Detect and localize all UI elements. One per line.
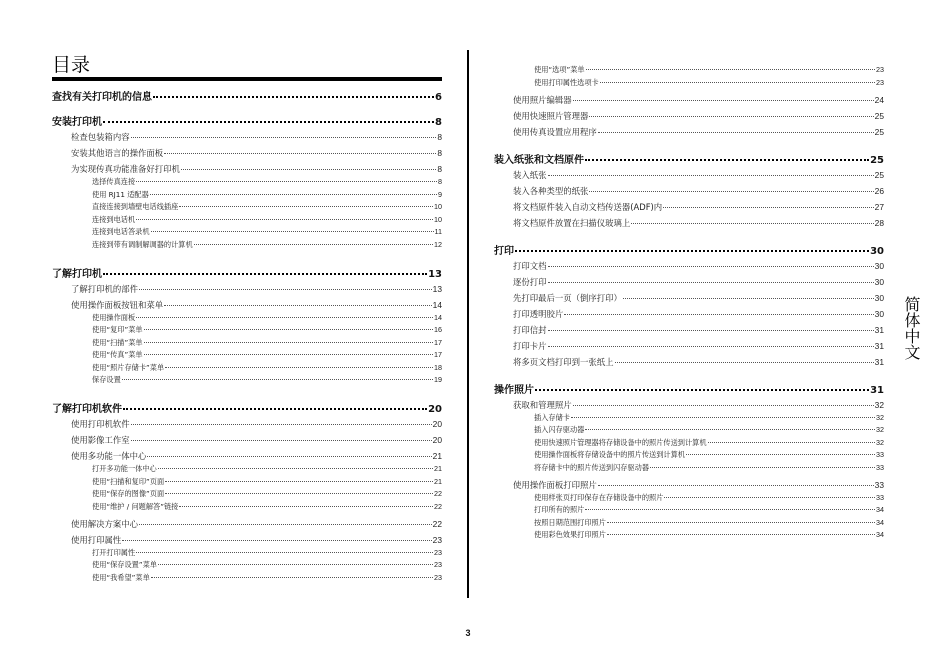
toc-entry-title: 插入闪存驱动器 bbox=[534, 425, 585, 434]
toc-entry-level3 bbox=[52, 477, 442, 487]
toc-entry-page: 25 bbox=[874, 126, 884, 137]
toc-entry-page: 23 bbox=[432, 534, 442, 545]
toc-entry-page: 31 bbox=[874, 356, 884, 367]
toc-leader-dots bbox=[548, 330, 874, 331]
toc-entry-title: 安装打印机 bbox=[52, 117, 102, 128]
toc-entry-page: 10 bbox=[434, 202, 442, 211]
toc-leader-dots bbox=[586, 69, 875, 70]
toc-entry-level3 bbox=[494, 530, 884, 540]
toc-entry-level2 bbox=[494, 340, 884, 352]
toc-entry-title: 打开打印属性 bbox=[92, 547, 136, 557]
toc-leader-dots bbox=[131, 424, 432, 425]
toc-entry-title: 使用“传真”菜单 bbox=[92, 350, 143, 359]
toc-entry-title: 使用“扫描和复印”页面 bbox=[92, 476, 165, 486]
toc-entry-level2 bbox=[494, 94, 884, 106]
toc-entry-level1 bbox=[52, 113, 442, 128]
toc-entry-page: 18 bbox=[434, 362, 442, 372]
toc-entry-page: 8 bbox=[437, 164, 442, 174]
toc-entry-page: 17 bbox=[434, 337, 442, 347]
toc-entry-title: 使用快速照片管理器将存储设备中的照片传送到计算机 bbox=[534, 437, 707, 447]
toc-entry-level3 bbox=[52, 363, 442, 373]
toc-entry-level2 bbox=[494, 126, 884, 138]
toc-entry-level2 bbox=[494, 217, 884, 229]
toc-entry-title: 使用操作面板打印照片 bbox=[513, 479, 597, 490]
toc-entry-page: 8 bbox=[437, 148, 442, 158]
toc-entry-level1 bbox=[494, 151, 884, 166]
toc-entry-title: 打印透明胶片 bbox=[513, 308, 564, 319]
toc-entry-page: 8 bbox=[438, 177, 442, 186]
toc-entry-level2 bbox=[494, 110, 884, 122]
toc-leader-dots bbox=[623, 298, 874, 299]
toc-entry-page: 14 bbox=[434, 312, 442, 322]
toc-entry-page: 22 bbox=[432, 518, 442, 529]
toc-entry-level3 bbox=[52, 560, 442, 570]
toc-leader-dots bbox=[664, 497, 875, 498]
toc-entry-level3 bbox=[494, 78, 884, 88]
toc-entry-page: 30 bbox=[874, 308, 884, 319]
toc-entry-level3 bbox=[52, 502, 442, 512]
toc-entry-title: 使用“选项”菜单 bbox=[534, 65, 585, 74]
toc-entry-title: 了解打印机 bbox=[52, 268, 102, 280]
toc-entry-page: 20 bbox=[432, 419, 442, 429]
toc-leader-dots bbox=[153, 96, 434, 98]
toc-entry-level3 bbox=[494, 493, 884, 503]
toc-entry-title: 将多页文档打印到一张纸上 bbox=[513, 356, 614, 367]
toc-entry-level3 bbox=[52, 313, 442, 323]
toc-entry-title: 使用“我希望”菜单 bbox=[92, 572, 150, 582]
toc-entry-level3 bbox=[494, 413, 884, 423]
toc-leader-dots bbox=[607, 522, 875, 523]
toc-leader-dots bbox=[136, 552, 433, 553]
toc-entry-level3 bbox=[52, 338, 442, 348]
toc-entry-page: 11 bbox=[434, 227, 442, 236]
toc-entry-page: 33 bbox=[874, 479, 884, 490]
toc-entry-page: 31 bbox=[870, 384, 884, 396]
toc-entry-page: 21 bbox=[434, 464, 442, 473]
toc-entry-level2 bbox=[494, 479, 884, 491]
toc-entry-page: 30 bbox=[874, 292, 884, 303]
toc-entry-title: 插入存储卡 bbox=[534, 412, 570, 422]
toc-entry-title: 使用操作面板按钮和菜单 bbox=[71, 299, 164, 310]
toc-entry-level2 bbox=[52, 147, 442, 159]
toc-entry-page: 13 bbox=[432, 283, 442, 294]
toc-leader-dots bbox=[158, 564, 433, 565]
toc-entry-page: 34 bbox=[876, 530, 884, 539]
toc-entry-title: 打印信封 bbox=[513, 324, 547, 335]
toc-leader-dots bbox=[151, 577, 433, 578]
toc-entry-page: 8 bbox=[437, 132, 442, 142]
toc-leader-dots bbox=[164, 153, 436, 154]
toc-leader-dots bbox=[122, 540, 431, 541]
toc-entry-page: 23 bbox=[434, 547, 442, 557]
toc-entry-page: 34 bbox=[876, 517, 884, 527]
toc-entry-title: 使用打印机软件 bbox=[71, 419, 130, 429]
toc-entry-level3 bbox=[52, 350, 442, 360]
toc-leader-dots bbox=[573, 100, 874, 101]
toc-leader-dots bbox=[150, 194, 437, 195]
toc-leader-dots bbox=[573, 405, 874, 406]
toc-entry-title: 先打印最后一页（倒序打印） bbox=[513, 292, 622, 303]
toc-entry-title: 为实现传真功能准备好打印机 bbox=[71, 164, 180, 174]
toc-entry-page: 28 bbox=[874, 217, 884, 228]
toc-entry-page: 8 bbox=[435, 117, 442, 128]
toc-entry-page: 21 bbox=[432, 451, 442, 461]
toc-leader-dots bbox=[585, 159, 869, 161]
toc-entry-level3 bbox=[494, 65, 884, 75]
toc-entry-title: 使用解决方案中心 bbox=[71, 518, 138, 529]
language-side-label: 简体中文 bbox=[902, 296, 921, 360]
toc-entry-level2 bbox=[494, 292, 884, 304]
toc-entry-level3 bbox=[52, 573, 442, 583]
toc-entry-page: 25 bbox=[870, 154, 884, 166]
toc-entry-level3 bbox=[52, 177, 442, 187]
toc-entry-title: 使用“照片存储卡”菜单 bbox=[92, 362, 165, 372]
toc-leader-dots bbox=[571, 417, 875, 418]
toc-entry-page: 14 bbox=[432, 299, 442, 310]
toc-entry-title: 将存储卡中的照片传送到闪存驱动器 bbox=[534, 462, 650, 472]
toc-entry-page: 31 bbox=[874, 340, 884, 351]
toc-leader-dots bbox=[607, 534, 875, 535]
toc-entry-level2 bbox=[52, 163, 442, 175]
toc-leader-dots bbox=[144, 342, 433, 343]
toc-entry-title: 操作照片 bbox=[494, 384, 534, 396]
toc-leader-dots bbox=[663, 207, 874, 208]
toc-leader-dots bbox=[535, 389, 869, 391]
toc-leader-dots bbox=[139, 289, 432, 290]
toc-leader-dots bbox=[181, 169, 436, 170]
toc-entry-title: 安装其他语言的操作面板 bbox=[71, 148, 164, 158]
toc-leader-dots bbox=[179, 506, 433, 507]
toc-entry-level2 bbox=[494, 324, 884, 336]
toc-entry-title: 按照日期范围打印照片 bbox=[534, 517, 606, 527]
toc-leader-dots bbox=[585, 429, 875, 430]
toc-entry-level2 bbox=[52, 534, 442, 546]
toc-entry-level2 bbox=[494, 260, 884, 272]
toc-leader-dots bbox=[589, 116, 873, 117]
toc-leader-dots bbox=[144, 354, 433, 355]
toc-entry-level2 bbox=[52, 299, 442, 311]
toc-entry-title: 使用传真设置应用程序 bbox=[513, 126, 597, 137]
toc-entry-level2 bbox=[494, 276, 884, 288]
toc-leader-dots bbox=[600, 82, 875, 83]
toc-entry-title: 检查包装箱内容 bbox=[71, 132, 130, 142]
toc-entry-level3 bbox=[52, 240, 442, 250]
toc-entry-page: 23 bbox=[434, 572, 442, 582]
toc-leader-dots bbox=[615, 362, 874, 363]
toc-entry-level1 bbox=[52, 400, 442, 415]
toc-leader-dots bbox=[686, 454, 875, 455]
toc-entry-title: 使用快速照片管理器 bbox=[513, 110, 589, 121]
toc-leader-dots bbox=[136, 219, 433, 220]
toc-entry-level2 bbox=[494, 356, 884, 368]
toc-leader-dots bbox=[164, 305, 432, 306]
page-title: 目录 bbox=[52, 54, 91, 76]
toc-entry-title: 查找有关打印机的信息 bbox=[52, 92, 152, 103]
toc-leader-dots bbox=[194, 244, 433, 245]
toc-leader-dots bbox=[136, 317, 433, 318]
toc-entry-level2 bbox=[494, 308, 884, 320]
toc-entry-title: 使用操作面板 bbox=[92, 312, 136, 322]
toc-entry-title: 打印 bbox=[494, 245, 514, 257]
toc-leader-dots bbox=[585, 509, 875, 510]
toc-leader-dots bbox=[548, 175, 874, 176]
toc-entry-level2 bbox=[52, 283, 442, 295]
toc-entry-level2 bbox=[494, 399, 884, 411]
toc-entry-level2 bbox=[494, 201, 884, 213]
toc-entry-level3 bbox=[52, 548, 442, 558]
toc-leader-dots bbox=[158, 468, 433, 469]
toc-entry-level1 bbox=[52, 265, 442, 280]
toc-leader-dots bbox=[179, 206, 433, 207]
toc-entry-page: 13 bbox=[428, 268, 442, 280]
toc-leader-dots bbox=[122, 379, 433, 380]
toc-entry-title: 获取和管理照片 bbox=[513, 399, 572, 410]
toc-leader-dots bbox=[144, 329, 433, 330]
toc-entry-title: 了解打印机的部件 bbox=[71, 283, 138, 294]
toc-entry-level3 bbox=[52, 202, 442, 212]
page-number: 3 bbox=[465, 628, 471, 638]
toc-entry-title: 连接到带有调制解调器的计算机 bbox=[92, 239, 193, 249]
toc-entry-page: 34 bbox=[876, 505, 884, 514]
toc-entry-title: 连接到电话答录机 bbox=[92, 227, 150, 236]
toc-entry-page: 32 bbox=[876, 437, 884, 447]
toc-leader-dots bbox=[598, 132, 874, 133]
toc-entry-title: 装入纸张和文档原件 bbox=[494, 154, 584, 166]
toc-entry-page: 31 bbox=[874, 324, 884, 335]
toc-entry-level1 bbox=[494, 242, 884, 257]
toc-entry-page: 32 bbox=[876, 412, 884, 422]
toc-leader-dots bbox=[631, 223, 873, 224]
toc-leader-dots bbox=[103, 273, 427, 275]
toc-entry-title: 将文档原件放置在扫描仪玻璃上 bbox=[513, 217, 631, 228]
toc-entry-page: 32 bbox=[874, 399, 884, 410]
toc-entry-page: 25 bbox=[874, 169, 884, 180]
toc-entry-title: 逐份打印 bbox=[513, 276, 547, 287]
toc-entry-page: 19 bbox=[434, 375, 442, 384]
toc-leader-dots bbox=[598, 485, 874, 486]
toc-entry-level1 bbox=[52, 88, 442, 103]
toc-entry-level3 bbox=[52, 325, 442, 335]
toc-entry-level3 bbox=[494, 463, 884, 473]
toc-entry-title: 使用“维护 / 问题解答”链接 bbox=[92, 501, 179, 511]
toc-leader-dots bbox=[515, 250, 869, 252]
toc-entry-page: 26 bbox=[874, 185, 884, 196]
toc-entry-page: 25 bbox=[874, 110, 884, 121]
toc-entry-level2 bbox=[494, 185, 884, 197]
toc-entry-page: 23 bbox=[876, 65, 884, 74]
toc-entry-page: 24 bbox=[874, 94, 884, 105]
toc-entry-level3 bbox=[494, 438, 884, 448]
toc-entry-page: 20 bbox=[432, 435, 442, 445]
toc-entry-level3 bbox=[52, 375, 442, 385]
toc-entry-level2 bbox=[52, 518, 442, 530]
toc-entry-level3 bbox=[494, 505, 884, 515]
toc-entry-page: 20 bbox=[428, 404, 442, 415]
toc-entry-level3 bbox=[494, 425, 884, 435]
toc-entry-title: 打印文档 bbox=[513, 260, 547, 271]
toc-leader-dots bbox=[151, 231, 434, 232]
toc-entry-page: 30 bbox=[870, 245, 884, 257]
toc-leader-dots bbox=[548, 266, 874, 267]
toc-entry-page: 23 bbox=[434, 560, 442, 569]
toc-entry-title: 使用“复印”菜单 bbox=[92, 325, 143, 334]
toc-entry-title: 使用彩色效果打印照片 bbox=[534, 530, 606, 539]
toc-leader-dots bbox=[165, 481, 433, 482]
toc-leader-dots bbox=[650, 467, 875, 468]
toc-entry-title: 打印所有的照片 bbox=[534, 505, 585, 514]
toc-entry-page: 23 bbox=[876, 77, 884, 87]
toc-entry-page: 10 bbox=[434, 214, 442, 224]
toc-entry-title: 将文档原件装入自动文档传送器(ADF)内 bbox=[513, 201, 663, 212]
toc-entry-title: 连接到电话机 bbox=[92, 214, 136, 224]
toc-entry-page: 33 bbox=[876, 492, 884, 502]
toc-entry-title: 使用影像工作室 bbox=[71, 435, 130, 445]
toc-leader-dots bbox=[147, 456, 431, 457]
toc-entry-page: 9 bbox=[438, 189, 442, 199]
toc-entry-page: 22 bbox=[434, 489, 442, 498]
toc-entry-page: 17 bbox=[434, 350, 442, 359]
toc-entry-page: 33 bbox=[876, 462, 884, 472]
toc-entry-title: 使用 RJ11 适配器 bbox=[92, 189, 149, 199]
toc-entry-level3 bbox=[52, 227, 442, 237]
toc-entry-level3 bbox=[52, 190, 442, 200]
toc-entry-title: 打开多功能一体中心 bbox=[92, 464, 157, 473]
toc-entry-level2 bbox=[52, 131, 442, 143]
toc-entry-level2 bbox=[52, 418, 442, 430]
toc-entry-level2 bbox=[494, 169, 884, 181]
toc-entry-title: 了解打印机软件 bbox=[52, 404, 122, 415]
toc-entry-level3 bbox=[494, 518, 884, 528]
toc-entry-title: 直接连接到墙壁电话线插座 bbox=[92, 202, 179, 211]
toc-leader-dots bbox=[708, 442, 875, 443]
toc-leader-dots bbox=[165, 493, 433, 494]
toc-leader-dots bbox=[548, 346, 874, 347]
toc-leader-dots bbox=[123, 408, 427, 410]
toc-leader-dots bbox=[136, 181, 437, 182]
toc-entry-page: 27 bbox=[874, 201, 884, 212]
toc-entry-page: 30 bbox=[874, 276, 884, 287]
toc-entry-page: 6 bbox=[435, 92, 442, 103]
toc-leader-dots bbox=[589, 191, 873, 192]
toc-entry-level3 bbox=[52, 215, 442, 225]
toc-entry-title: 使用“保存设置”菜单 bbox=[92, 560, 157, 569]
toc-entry-level3 bbox=[52, 489, 442, 499]
toc-entry-page: 12 bbox=[434, 239, 442, 249]
toc-leader-dots bbox=[131, 440, 432, 441]
toc-entry-page: 21 bbox=[434, 476, 442, 486]
column-divider bbox=[467, 50, 469, 598]
toc-entry-level3 bbox=[52, 464, 442, 474]
toc-leader-dots bbox=[131, 137, 437, 138]
toc-leader-dots bbox=[139, 524, 432, 525]
toc-leader-dots bbox=[548, 282, 874, 283]
toc-entry-level3 bbox=[494, 450, 884, 460]
toc-entry-page: 32 bbox=[876, 425, 884, 434]
toc-entry-title: 使用“扫描”菜单 bbox=[92, 337, 143, 347]
toc-leader-dots bbox=[564, 314, 873, 315]
toc-entry-level2 bbox=[52, 450, 442, 462]
toc-entry-page: 16 bbox=[434, 325, 442, 334]
toc-entry-title: 使用照片编辑器 bbox=[513, 94, 572, 105]
toc-entry-page: 22 bbox=[434, 501, 442, 511]
toc-entry-title: 选择传真连接 bbox=[92, 177, 136, 186]
toc-entry-title: 使用操作面板将存储设备中的照片传送到计算机 bbox=[534, 450, 685, 459]
toc-entry-title: 使用打印属性选项卡 bbox=[534, 77, 599, 87]
toc-leader-dots bbox=[103, 121, 434, 123]
toc-entry-page: 33 bbox=[876, 450, 884, 459]
toc-entry-page: 30 bbox=[874, 260, 884, 271]
toc-entry-title: 装入各种类型的纸张 bbox=[513, 185, 589, 196]
toc-entry-level1 bbox=[494, 381, 884, 396]
title-rule bbox=[52, 77, 442, 81]
toc-leader-dots bbox=[165, 367, 433, 368]
toc-entry-title: 使用样张页打印保存在存储设备中的照片 bbox=[534, 492, 664, 502]
toc-entry-title: 使用多功能一体中心 bbox=[71, 451, 147, 461]
toc-entry-title: 打印卡片 bbox=[513, 340, 547, 351]
toc-entry-title: 使用打印属性 bbox=[71, 534, 122, 545]
toc-entry-title: 装入纸张 bbox=[513, 169, 547, 180]
toc-entry-level2 bbox=[52, 434, 442, 446]
toc-entry-title: 使用“保存的图像”页面 bbox=[92, 489, 165, 498]
toc-entry-title: 保存设置 bbox=[92, 375, 121, 384]
